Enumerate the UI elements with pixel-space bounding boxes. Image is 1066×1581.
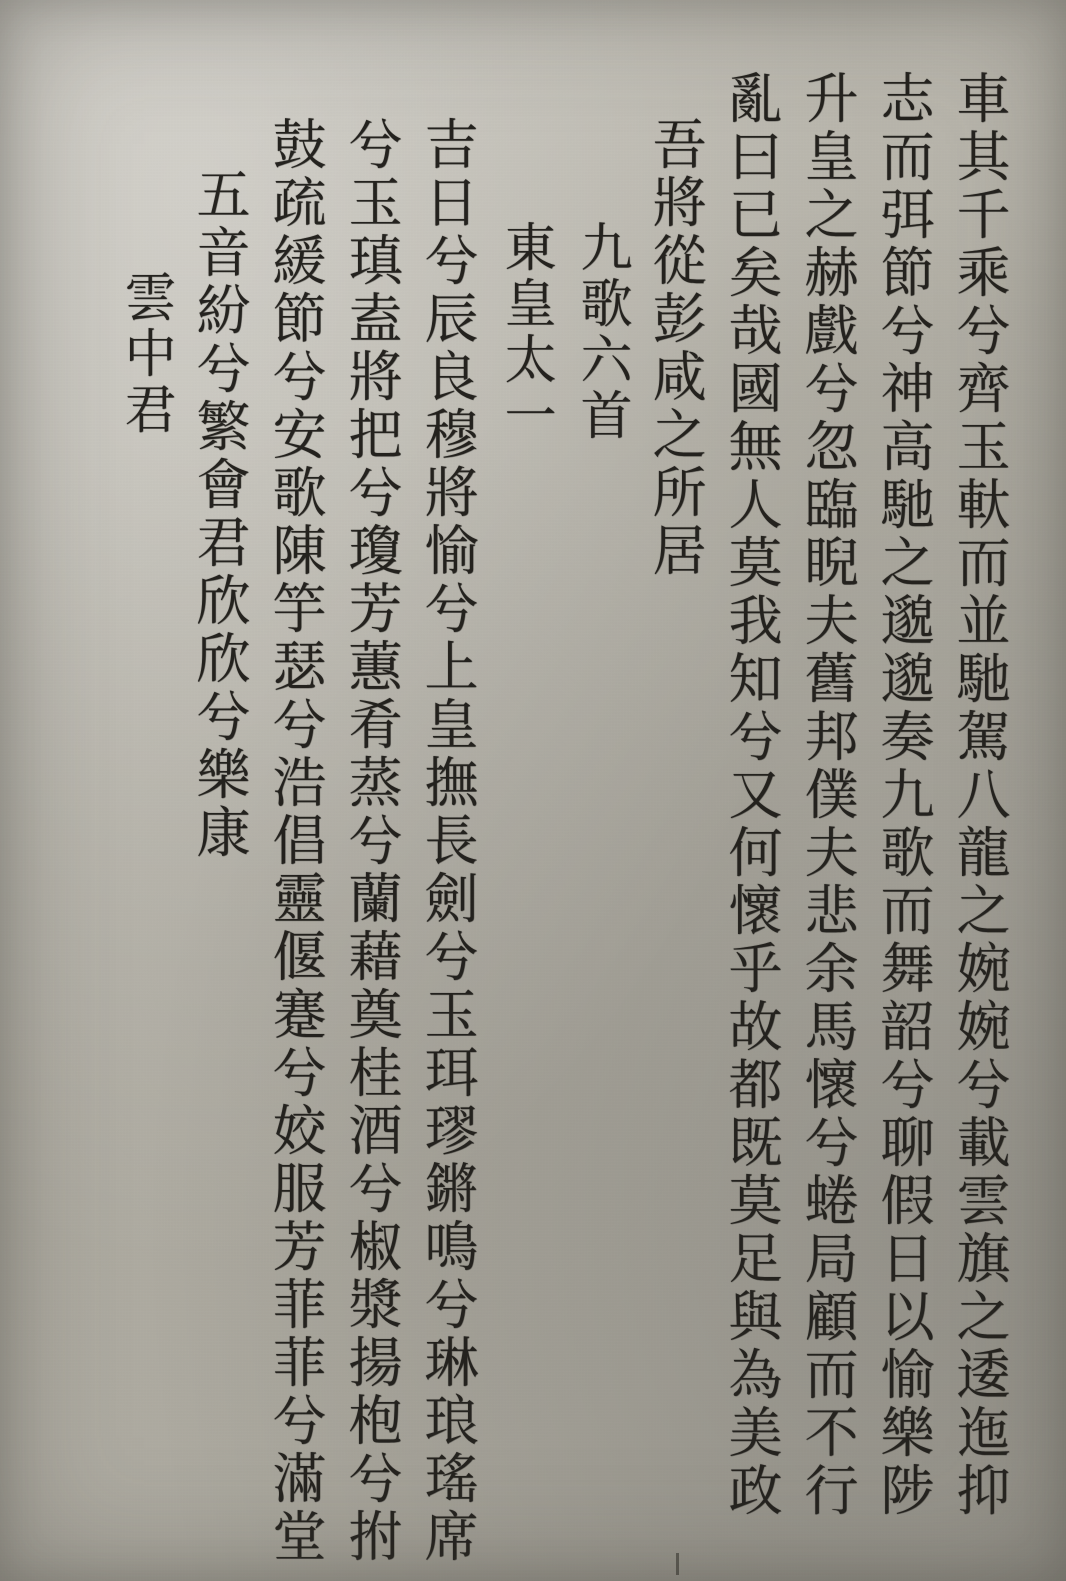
section-title-jiuge: 九歌六首 [571, 220, 631, 444]
text-column-4: 亂曰已矣哉國無人莫我知兮又何懷乎故都既莫足與為美政 [720, 70, 783, 1520]
poem-title-donghuang-taiyi: 東皇太一 [495, 220, 555, 444]
text-column-5: 吾將從彭咸之所居 [644, 116, 707, 580]
poem-title-yunzhongjun: 雲中君 [115, 270, 175, 438]
text-column-9: 兮玉瑱盍將把兮瓊芳蕙肴蒸兮蘭藉奠桂酒兮椒漿揚枹兮拊 [340, 116, 403, 1566]
text-column-10: 鼓疏緩節兮安歌陳竽瑟兮浩倡靈偃蹇兮姣服芳菲菲兮滿堂 [264, 116, 327, 1566]
text-column-3: 升皇之赫戲兮忽臨睨夫舊邦僕夫悲余馬懷兮蜷局顧而不行 [796, 70, 859, 1520]
text-column-1: 車其千乘兮齊玉軑而並馳駕八龍之婉婉兮載雲旗之逶迤抑 [948, 70, 1011, 1520]
bottom-edge-mark [676, 1553, 679, 1575]
text-column-8: 吉日兮辰良穆將愉兮上皇撫長劍兮玉珥璆鏘鳴兮琳琅瑤席 [416, 116, 479, 1566]
text-column-2: 志而弭節兮神高馳之邈邈奏九歌而舞韶兮聊假日以愉樂陟 [872, 70, 935, 1520]
text-column-11: 五音紛兮繁會君欣欣兮樂康 [188, 166, 251, 862]
